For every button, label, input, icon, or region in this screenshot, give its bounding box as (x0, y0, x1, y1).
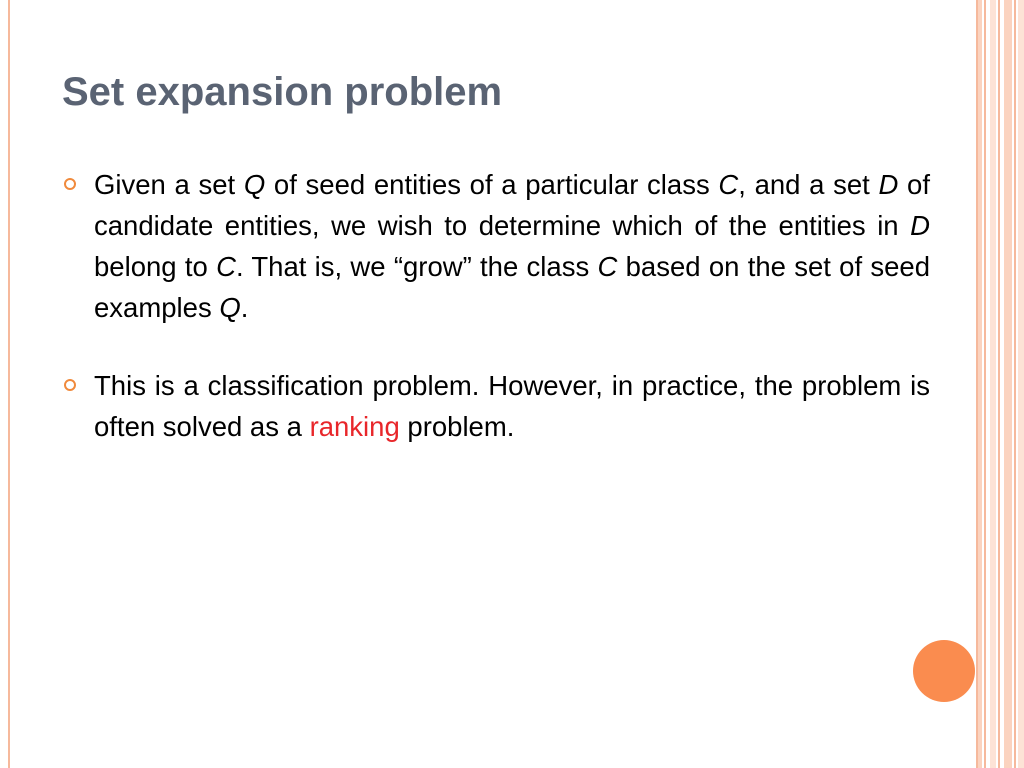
variable-d: D (878, 169, 899, 200)
decor-circle-icon (913, 640, 975, 702)
decor-stripe (1004, 0, 1012, 768)
bullet-text (94, 370, 930, 442)
text-run: Given a set (94, 169, 244, 200)
text-run: problem. (399, 411, 515, 442)
bullet-circle-icon (64, 379, 76, 391)
bullet-text (94, 169, 930, 323)
highlight-ranking: ranking (309, 411, 400, 442)
decor-stripe (984, 0, 986, 768)
decor-stripe (1018, 0, 1024, 768)
text-run: of seed entities of a particular class (265, 169, 719, 200)
decor-stripe (978, 0, 982, 768)
bullet-item (64, 365, 930, 447)
variable-c: C (718, 169, 739, 200)
decor-stripe (990, 0, 996, 768)
text-run: of candidate entities, we wish to determine which of the entities in (94, 169, 930, 241)
decor-stripe (998, 0, 1000, 768)
text-run: based on the set of seed examples (94, 251, 930, 323)
text-run: This is a classification problem. However, in practice, the problem is often solved as a (94, 370, 930, 442)
bullet-item (64, 164, 930, 328)
bullet-circle-icon (64, 178, 76, 190)
variable-d: D (910, 210, 930, 241)
text-run: , and a set (738, 169, 879, 200)
variable-q: Q (243, 169, 266, 200)
text-run: . (240, 292, 249, 323)
variable-c: C (597, 251, 618, 282)
text-run: . That is, we “grow” the class (235, 251, 598, 282)
decor-stripe (1014, 0, 1016, 768)
slide-title: Set expansion problem (62, 70, 503, 114)
text-run: belong to (94, 251, 217, 282)
variable-c: C (216, 251, 236, 282)
variable-q: Q (219, 292, 241, 323)
bullet-list (64, 164, 930, 447)
